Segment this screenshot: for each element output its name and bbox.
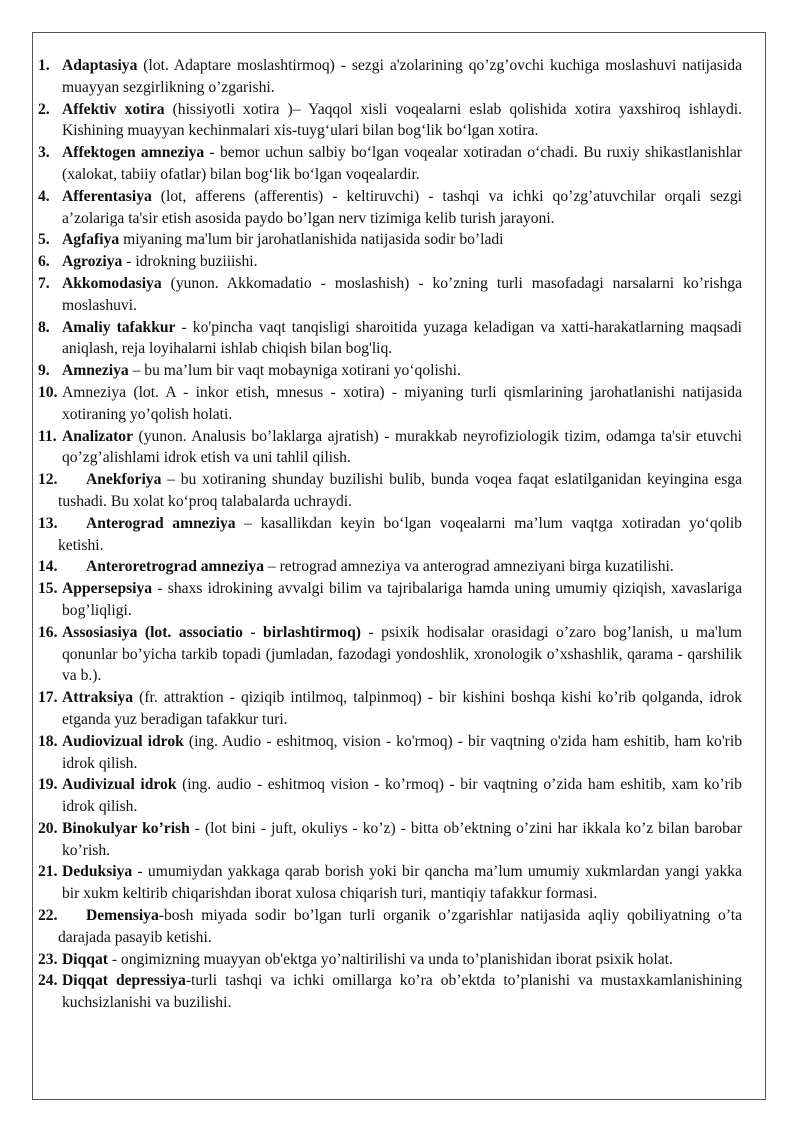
- entry-term: Agroziya: [62, 253, 123, 271]
- entry-number: 15.: [38, 580, 58, 598]
- entry-term: Deduksiya: [62, 863, 133, 881]
- glossary-entry: [38, 273, 742, 317]
- entry-number: 7.: [38, 274, 50, 292]
- glossary-entry: [38, 360, 742, 382]
- entry-term: Attraksiya: [62, 689, 134, 707]
- glossary-entry: [38, 556, 742, 578]
- glossary-entry: [38, 142, 742, 186]
- entry-definition: (hissiyotli xotira )– Yaqqol xisli voqealarni eslab qolishida xotira yaxshiroq ishlaydi. Kishining muayyan kechinmalari xis-tuyg‘ulari bilan bog‘lik bo‘lgan xotira.: [62, 100, 742, 140]
- entry-number: 20.: [38, 819, 58, 837]
- entry-number: 23.: [38, 950, 58, 968]
- entry-term: Anekforiya: [86, 471, 162, 489]
- entry-number: 14.: [38, 558, 58, 576]
- entry-definition: (fr. attraktion - qiziqib intilmoq, talpinmoq) - bir kishini boshqa kishi ko’rib qolganda, idrok etganda yuz beradigan tafakkur turi.: [62, 689, 742, 728]
- entry-number: 3.: [38, 144, 50, 162]
- entry-number: 5.: [38, 231, 50, 249]
- entry-term: Anteroretrograd amneziya: [86, 558, 264, 576]
- entry-definition: (lot. Adaptare moslashtirmoq) - sezgi a'zolarining qo’zg’ovchi kuchiga moslashuvi natijasida muayyan sezgirlikning o’zgarishi.: [62, 57, 742, 96]
- entry-term: Amneziya: [62, 362, 129, 380]
- entry-term: Demensiya: [86, 907, 159, 925]
- entry-definition: – bu ma’lum bir vaqt mobayniga xotirani yo‘qolishi.: [128, 362, 461, 380]
- entry-definition: - umumiydan yakkaga qarab borish yoki bir qancha ma’lum umumiy xukmlardan yangi yakka bir xukm keltirib chiqarishdan iborat xulosa chiqarish turi, mantiqiy tafakkur formasi.: [62, 863, 742, 903]
- entry-number: 17.: [38, 689, 58, 707]
- entry-term: Analizator: [62, 427, 134, 445]
- entry-definition: - idrokning buziiishi.: [122, 253, 258, 271]
- entry-number: 2.: [38, 100, 50, 118]
- glossary-entry: [38, 55, 742, 99]
- entry-term: Amaliy tafakkur: [62, 318, 176, 336]
- glossary-entry: [38, 382, 742, 426]
- entry-number: 6.: [38, 253, 50, 271]
- entry-definition: - ko'pincha vaqt tanqisligi sharoitida yuzaga keladigan va xatti-harakatlarning maqsadi aniqlash, reja loyihalarni ishlab chiqish bilan bog'liq.: [62, 318, 742, 358]
- glossary-entry: [38, 317, 742, 361]
- entry-term: Adaptasiya: [62, 57, 138, 74]
- glossary-entry: [38, 578, 742, 622]
- entry-definition: - shaxs idrokining avvalgi bilim va tajribalariga hamda uning umumiy qiziqish, xavaslariga bog’liqligi.: [62, 580, 742, 619]
- glossary-entry: [38, 970, 742, 1014]
- entry-definition: – kasallikdan keyin bo‘lgan voqealarni ma’lum vaqtga xotiradan yo‘qolib ketishi.: [58, 514, 742, 554]
- entry-number: 24.: [38, 972, 58, 990]
- glossary-entry: [38, 622, 742, 687]
- entry-term: Anterograd amneziya: [86, 514, 236, 532]
- entry-term: Afferentasiya: [62, 187, 152, 205]
- entry-definition: Amneziya (lot. A - inkor etish, mnesus - xotira) - miyaning turli qismlarining jarohatlanishi natijasida xotiraning yo’qolish holati.: [62, 383, 742, 423]
- entry-term: Audivizual idrok: [62, 776, 177, 794]
- entry-definition: -bosh miyada sodir bo’lgan turli organik o’zgarishlar natijasida aqliy qobiliyatning o’ta darajada pasayib ketishi.: [58, 907, 742, 946]
- entry-definition: (lot, afferens (afferentis) - keltiruvchi) - tashqi va ichki qo’zg’atuvchilar orqali sezgi a’zolariga ta'sir etish asosida paydo bo’lgan nerv tizimiga kelib turish jarayoni.: [62, 187, 742, 227]
- entry-number: 12.: [38, 471, 58, 489]
- glossary-entry: [38, 774, 742, 818]
- entry-number: 16.: [38, 623, 58, 641]
- entry-definition: - psixik hodisalar orasidagi o’zaro bog’lanish, u ma'lum qonunlar bo’yicha tarkib topadi (jumladan, fazodagi yondoshlik, xronologik o’xshashlik, qarama - qarshilik va b.).: [62, 623, 742, 685]
- entry-number: 13.: [38, 514, 58, 532]
- glossary-entry: [38, 905, 742, 949]
- glossary-entry: [38, 186, 742, 230]
- entry-number: 4.: [38, 187, 50, 205]
- entry-definition: (yunon. Akkomadatio - moslashish) - ko’zning turli masofadagi narsalarni ko’rishga moslashuvi.: [62, 274, 742, 314]
- glossary-entry: [38, 949, 742, 971]
- glossary-entry: [38, 687, 742, 731]
- entry-term: Appersepsiya: [62, 580, 153, 598]
- entry-term: Affektogen amneziya: [62, 144, 205, 162]
- glossary-entry: [38, 818, 742, 862]
- entry-number: 18.: [38, 732, 58, 750]
- glossary-entry: [38, 426, 742, 470]
- entry-number: 21.: [38, 863, 58, 881]
- entry-term: Assosiasiya (lot. associatio - birlashtirmoq): [62, 623, 361, 641]
- entry-number: 1.: [38, 57, 50, 74]
- entry-definition: (ing. Audio - eshitmoq, vision - ko'rmoq) - bir vaqtning o'zida ham eshitib, ham ko'rib idrok qilish.: [62, 732, 742, 772]
- entry-number: 19.: [38, 776, 58, 794]
- entry-definition: - (lot bini - juft, okuliys - ko’z) - bitta ob’ektning o’zini har ikkala ko’z bilan barobar ko’rish.: [62, 819, 743, 859]
- entry-definition: - bemor uchun salbiy bo‘lgan voqealar xotiradan o‘chadi. Bu ruxiy shikastlanishlar (xalokat, tabiiy ofatlar) bilan bog‘lik bo‘lgan voqealardir.: [62, 144, 742, 183]
- glossary-entry: [38, 513, 742, 557]
- glossary-entry: [38, 731, 742, 775]
- entry-term: Diqqat: [62, 950, 108, 968]
- entry-number: 8.: [38, 318, 50, 336]
- entry-definition: - ongimizning muayyan ob'ektga yo’naltirilishi va unda to’planishidan iborat psixik holat.: [107, 950, 673, 968]
- entry-number: 22.: [38, 907, 58, 925]
- entry-term: Affektiv xotira: [62, 100, 165, 118]
- entry-definition: -turli tashqi va ichki omillarga ko’ra ob’ektda to’planishi va mustaxkamlanishining kuchsizlanishi va buzilishi.: [62, 972, 742, 1012]
- glossary-entry: [38, 99, 742, 143]
- glossary-entry: [38, 251, 742, 273]
- entry-term: Akkomodasiya: [62, 274, 162, 292]
- glossary-entry: [38, 861, 742, 905]
- glossary-list: [38, 55, 742, 1014]
- entry-term: Audiovizual idrok: [62, 732, 184, 750]
- entry-term: Binokulyar ko’rish: [62, 819, 190, 837]
- glossary-entry: [38, 469, 742, 513]
- entry-definition: – retrograd amneziya va anterograd amneziyani birga kuzatilishi.: [264, 558, 674, 576]
- entry-definition: miyaning ma'lum bir jarohatlanishida natijasida sodir bo’ladi: [119, 231, 504, 249]
- entry-term: Diqqat depressiya: [62, 972, 186, 990]
- entry-definition: (yunon. Analusis bo’laklarga ajratish) - murakkab neyrofiziologik tizim, odamga ta'sir etuvchi qo’zg’alishlami idrok etish va uni tahlil qilish.: [62, 427, 742, 467]
- entry-term: Agfafiya: [62, 231, 120, 249]
- entry-number: 10.: [38, 383, 58, 401]
- glossary-entry: [38, 229, 742, 251]
- entry-number: 11.: [38, 427, 57, 445]
- entry-definition: – bu xotiraning shunday buzilishi bulib, bunda voqea faqat eslatilganidan keyingina esga tushadi. Bu xolat ko‘proq talabalarda uchraydi.: [58, 471, 742, 510]
- entry-definition: (ing. audio - eshitmoq vision - ko’rmoq) - bir vaqtning o’zida ham eshitib, xam ko’rib idrok qilish.: [62, 776, 742, 816]
- entry-number: 9.: [38, 362, 50, 380]
